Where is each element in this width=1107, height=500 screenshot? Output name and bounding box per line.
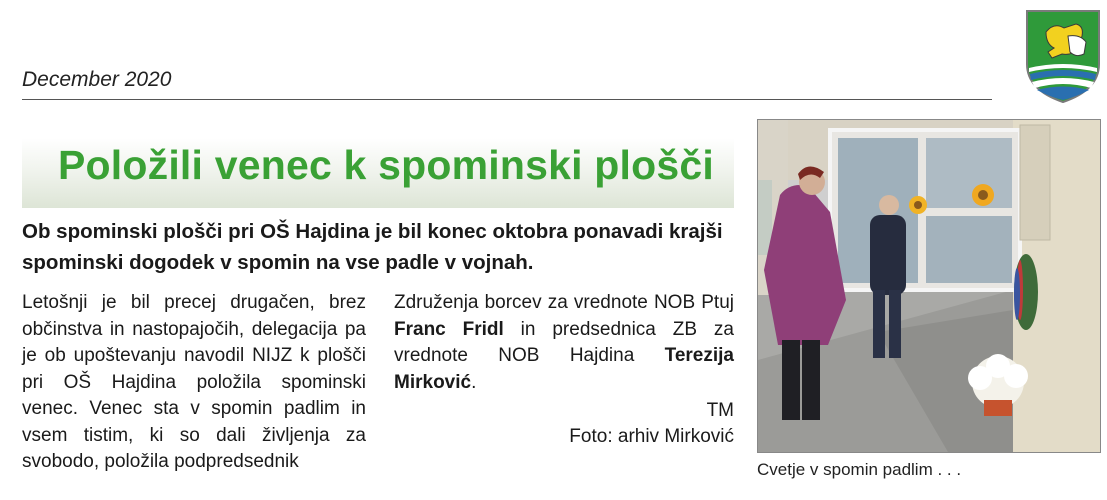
header-rule	[22, 99, 992, 100]
article-column-1: Letošnji je bil precej drugačen, brez občinstva in nastopajočih, delegacija pa je ob upoštevanju navodil NIJZ k plošči pri OŠ Hajdina položila spominski venec. Venec sta v spomin padlim in vsem tistim, ki so dali življenja za svobodo, položila podpredsednik	[22, 292, 366, 472]
column-2-text-a: Združenja borcev za vrednote NOB Ptuj	[394, 292, 734, 313]
photo-caption: Cvetje v spomin padlim . . .	[757, 460, 962, 479]
person-name-fridl: Franc Fridl	[394, 318, 504, 340]
article-column-2	[394, 290, 734, 396]
article-lead: Ob spominski plošči pri OŠ Hajdina je bil konec oktobra ponavadi krajši spominski dogodek v spomin na vse padle v vojnah.	[22, 220, 723, 274]
person-name-mirkovic: Terezija Mirković	[394, 345, 734, 393]
column-2-text-b: in predsednica ZB za vrednote NOB Hajdina	[394, 318, 734, 366]
author-initials: TM	[706, 400, 734, 421]
memorial-photo	[757, 119, 1101, 453]
column-2-text-c: .	[471, 371, 477, 393]
article-title: Položili venec k spominski plošči	[58, 142, 714, 188]
municipality-crest-icon	[1024, 8, 1102, 104]
photo-credit: Foto: arhiv Mirković	[569, 426, 734, 447]
issue-date: December 2020	[22, 68, 172, 91]
